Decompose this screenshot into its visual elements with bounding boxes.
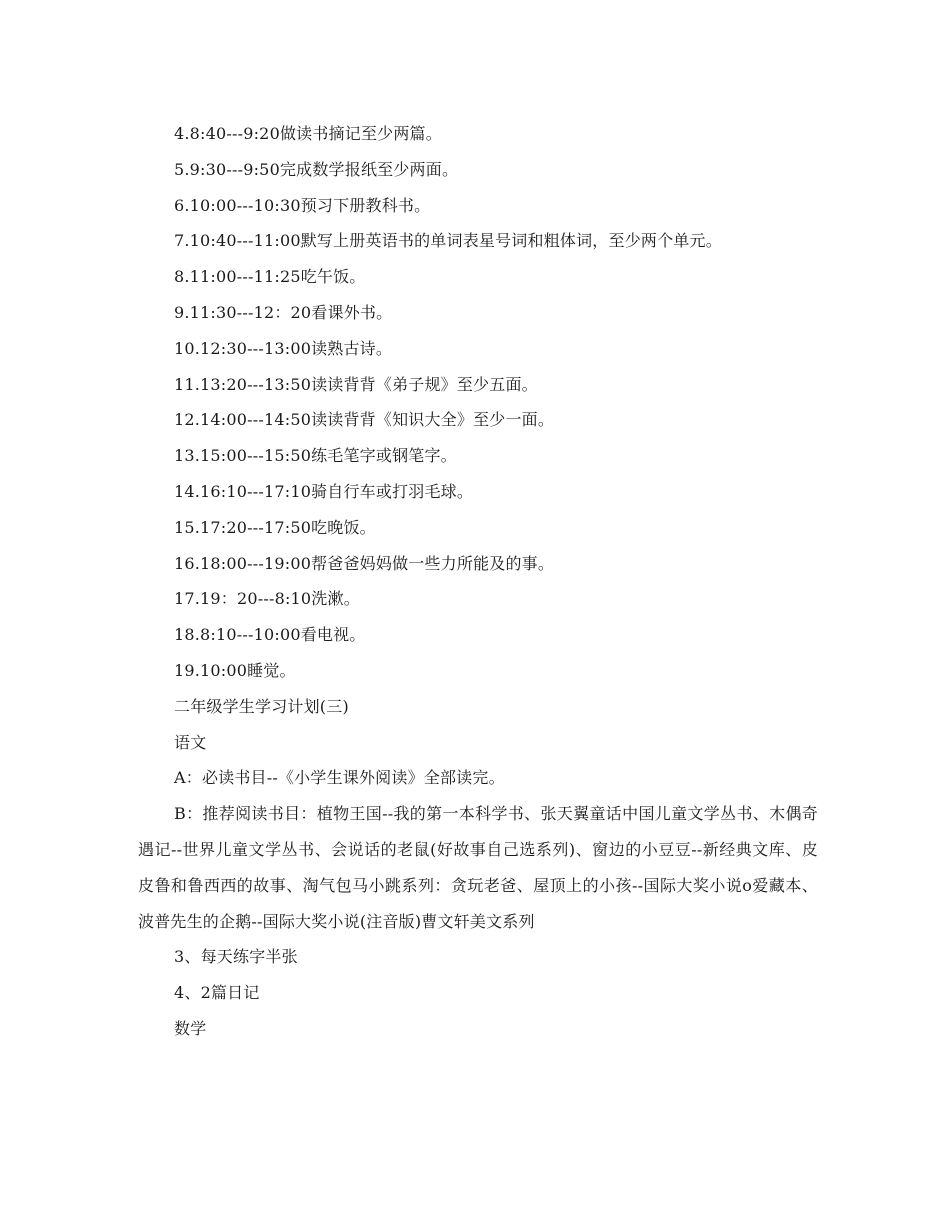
schedule-item: 5.9:30---9:50完成数学报纸至少两面。 [174,159,459,179]
schedule-item: 13.15:00---15:50练毛笔字或钢笔字。 [174,446,457,466]
schedule-item: 18.8:10---10:00看电视。 [174,625,366,645]
chinese-section-heading: 语文 [174,732,207,752]
plan-title: 二年级学生学习计划(三) [174,696,349,716]
schedule-item: 19.10:00睡觉。 [174,660,296,680]
schedule-item: 4.8:40---9:20做读书摘记至少两篇。 [174,124,442,143]
schedule-item: 14.16:10---17:10骑自行车或打羽毛球。 [174,481,474,501]
schedule-item: 16.18:00---19:00帮爸爸妈妈做一些力所能及的事。 [174,553,555,573]
schedule-item: 6.10:00---10:30预习下册教科书。 [174,195,431,215]
schedule-item: 7.10:40---11:00默写上册英语书的单词表星号词和粗体词，至少两个单元。 [174,231,722,251]
schedule-item: 15.17:20---17:50吃晚饭。 [174,517,376,537]
math-section-heading: 数学 [174,1018,207,1038]
handwriting-practice-item: 3、每天练字半张 [174,947,298,967]
document-body [138,116,818,1047]
schedule-item: 8.11:00---11:25吃午饭。 [174,267,366,287]
diary-item: 4、2篇日记 [174,983,260,1003]
schedule-list [138,116,818,689]
schedule-item: 12.14:00---14:50读读背背《知识大全》至少一面。 [174,410,555,430]
schedule-item: 11.13:20---13:50读读背背《弟子规》至少五面。 [174,374,538,394]
recommended-reading-paragraph: B：推荐阅读书目：植物王国--我的第一本科学书、张天翼童话中国儿童文学丛书、木偶奇遇记--世界儿童文学丛书、会说话的老鼠(好故事自己选系列)、窗边的小豆豆--新经典文库、皮皮鲁和鲁西西的故事、淘气包马小跳系列：贪玩老爸、屋顶上的小孩--国际大奖小说o爱藏本、波普先生的企鹅--国际大奖小说(注音版)曹文轩美文系列 [138,804,818,931]
schedule-item: 17.19：20---8:10洗漱。 [174,589,360,609]
schedule-item: 10.12:30---13:00读熟古诗。 [174,338,393,358]
schedule-item: 9.11:30---12：20看课外书。 [174,302,393,322]
required-reading-item: A：必读书目--《小学生课外阅读》全部读完。 [174,768,505,788]
